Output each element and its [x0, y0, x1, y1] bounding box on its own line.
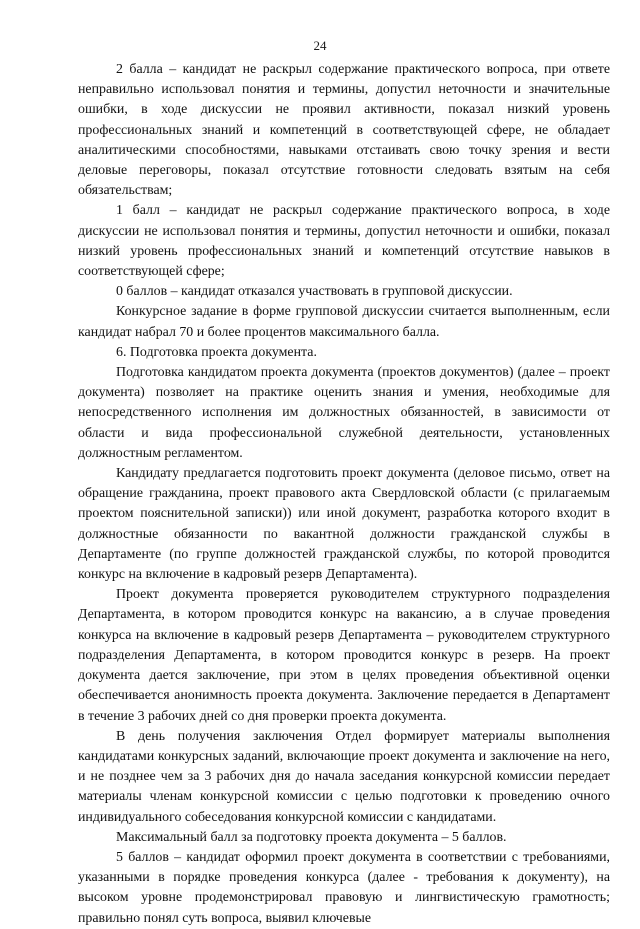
- paragraph-materials-transfer: В день получения заключения Отдел формирует материалы выполнения кандидатами конкурсных заданий, включающие проект документа и заключение на него, и не позднее чем за 3 рабочих дня до начала заседания конкурсной комиссии передает материалы членам конкурсной комиссии с целью подготовки к проведению очного индивидуального собеседования конкурсной комиссии с кандидатами.: [78, 728, 610, 825]
- paragraph-discussion-passed: Конкурсное задание в форме групповой дискуссии считается выполненным, если кандидат набрал 70 и более процентов максимального балла.: [78, 304, 610, 340]
- paragraph-document-purpose: Подготовка кандидатом проекта документа (проектов документов) (далее – проект документа) позволяет на практике оценить знания и умения, необходимые для непосредственного исполнения им должностных обязанностей, в зависимости от области и вида профессиональной служебной деятельности, установленных должностным регламентом.: [78, 365, 610, 461]
- paragraph-score-1: 1 балл – кандидат не раскрыл содержание практического вопроса, в ходе дискуссии не использовал понятия и термины, допустил неточности и ошибки, показал низкий уровень профессиональных знаний и компетенций отсутствие навыков в соответствующей сфере;: [78, 203, 610, 280]
- paragraph-candidate-task: Кандидату предлагается подготовить проект документа (деловое письмо, ответ на обращение гражданина, проект правового акта Свердловской области (с прилагаемым проектом пояснительной записки)) или иной документ, разработка которого входит в должностные обязанности по вакантной должности гражданской службы в Департаменте (по группе должностей гражданской службы, по которой проводится конкурс на включение в кадровый резерв Департамента).: [78, 466, 610, 583]
- paragraph-document-review: Проект документа проверяется руководителем структурного подразделения Департамента, в котором проводится конкурс на вакансию, а в случае проведения конкурса на включение в кадровый резерв Департамента – руководителем структурного подразделения Департамента, в котором проводится конкурс в резерв. На проект документа дается заключение, при этом в целях проведения объективной оценки обеспечивается анонимность проекта документа. Заключение передается в Департамент в течение 3 рабочих дней со дня проверки проекта документа.: [78, 587, 610, 724]
- page-number: 24: [313, 38, 327, 53]
- document-body: [78, 60, 610, 929]
- paragraph-score-5: 5 баллов – кандидат оформил проект документа в соответствии с требованиями, указанными в порядке проведения конкурса (далее - требования к документу), на высоком уровне продемонстрировал правовую и лингвистическую грамотность; правильно понял суть вопроса, выявил ключевые: [78, 849, 610, 926]
- section-heading-document-project: 6. Подготовка проекта документа.: [116, 344, 317, 360]
- paragraph-max-score: Максимальный балл за подготовку проекта документа – 5 баллов.: [116, 829, 507, 845]
- paragraph-score-2: 2 балла – кандидат не раскрыл содержание практического вопроса, при ответе неправильно использовал понятия и термины, допустил неточности и значительные ошибки, в ходе дискуссии не проявил активности, показал низкий уровень профессиональных знаний и компетенций в соответствующей сфере, не обладает аналитическими способностями, навыками отстаивать свою точку зрения и вести деловые переговоры, показал отсутствие готовности следовать взятым на себя обязательствам;: [78, 62, 610, 199]
- paragraph-score-0: 0 баллов – кандидат отказался участвовать в групповой дискуссии.: [116, 284, 513, 300]
